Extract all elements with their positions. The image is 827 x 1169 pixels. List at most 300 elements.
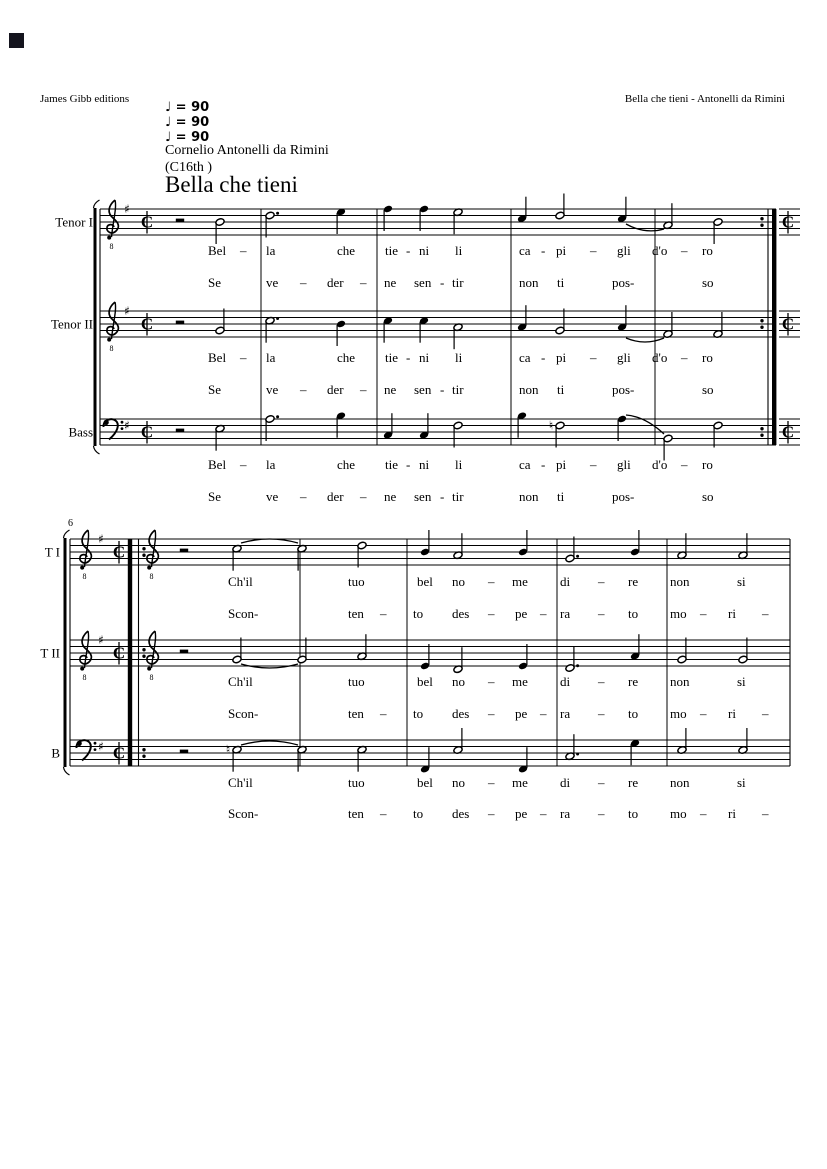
cut-time-icon xyxy=(141,313,153,336)
cut-time-icon xyxy=(113,642,125,665)
note-h xyxy=(232,745,242,771)
key-signature-sharp: ♯ xyxy=(98,632,104,647)
cut-time-c: C xyxy=(781,212,795,232)
repeat-dot xyxy=(142,748,145,751)
lyric-syllable: to xyxy=(413,606,424,621)
lyric-syllable: non xyxy=(519,489,539,504)
edition-credit: James Gibb editions xyxy=(40,93,130,105)
note-q xyxy=(517,305,527,331)
cut-time-c: C xyxy=(112,542,126,562)
lyric-syllable: – xyxy=(488,674,495,689)
lyric-syllable: ti xyxy=(557,382,565,397)
lyric-syllable: – xyxy=(598,606,605,621)
note-q xyxy=(419,413,429,439)
note-h xyxy=(232,544,242,570)
lyric-syllable: – xyxy=(240,350,247,365)
lyric-syllable: – xyxy=(762,806,769,821)
lyric-syllable: – xyxy=(590,457,597,472)
lyric-syllable: ro xyxy=(702,243,713,258)
staff-label: Bass xyxy=(68,424,93,440)
clef-octave-8: 8 xyxy=(149,572,154,581)
lyric-syllable: ve xyxy=(266,489,279,504)
lyric-syllable: - xyxy=(406,457,411,472)
clef-octave-8: 8 xyxy=(109,344,114,353)
cut-time-icon xyxy=(113,742,125,765)
lyric-syllable: – xyxy=(300,382,307,397)
note-h xyxy=(677,728,687,754)
lyric-syllable: ten xyxy=(348,706,364,721)
note-q xyxy=(517,411,527,437)
composer: Cornelio Antonelli da Rimini xyxy=(165,143,329,158)
lyric-syllable: - xyxy=(541,243,546,258)
note-q xyxy=(336,320,346,346)
lyric-syllable: tie xyxy=(385,350,398,365)
lyric-syllable: Bel xyxy=(208,243,227,258)
lyric-syllable: - xyxy=(541,457,546,472)
end-repeat-thick xyxy=(772,209,776,445)
lyric-syllable: to xyxy=(628,806,639,821)
lyric-syllable: si xyxy=(737,775,746,790)
lyric-syllable: che xyxy=(337,457,356,472)
lyric-syllable: bel xyxy=(417,674,433,689)
lyric-syllable: pi xyxy=(556,350,567,365)
note-h xyxy=(453,647,463,673)
lyric-syllable: – xyxy=(700,706,707,721)
lyric-syllable: – xyxy=(681,243,688,258)
staff-label: B xyxy=(51,745,60,761)
staff-label: T I xyxy=(44,544,60,560)
note-q xyxy=(518,530,528,556)
clef-octave-8: 8 xyxy=(109,242,114,251)
lyric-syllable: Se xyxy=(208,382,221,397)
treble-clef-icon xyxy=(147,530,159,581)
lyric-syllable: non xyxy=(519,275,539,290)
lyric-syllable: - xyxy=(541,350,546,365)
lyric-syllable: Ch'il xyxy=(228,674,253,689)
lyric-syllable: des xyxy=(452,606,470,621)
lyric-syllable: – xyxy=(360,275,367,290)
lyric-syllable: di xyxy=(560,674,571,689)
lyric-syllable: tir xyxy=(452,275,464,290)
lyric-syllable: non xyxy=(519,382,539,397)
lyric-line-2 xyxy=(208,275,714,290)
lyric-syllable: ne xyxy=(384,275,397,290)
note-hd xyxy=(565,734,579,760)
tempo-marking: ♩ = 90 xyxy=(165,130,210,145)
system-1 xyxy=(51,194,800,505)
cut-time-c: C xyxy=(140,212,154,232)
note-h xyxy=(677,533,687,559)
repeat-dot xyxy=(760,224,763,227)
note-q xyxy=(383,413,393,439)
bracket-tip xyxy=(94,446,100,454)
note-q xyxy=(419,205,429,231)
lyric-syllable: des xyxy=(452,706,470,721)
lyric-syllable: - xyxy=(406,350,411,365)
lyric-syllable: – xyxy=(240,457,247,472)
note-h xyxy=(738,638,748,664)
lyric-syllable: der xyxy=(327,489,344,504)
tie xyxy=(626,338,664,342)
key-signature-sharp: ♯ xyxy=(124,303,130,318)
lyric-syllable: – xyxy=(360,489,367,504)
staff-b xyxy=(51,728,790,821)
lyric-syllable: so xyxy=(702,275,714,290)
note-q xyxy=(617,197,627,223)
lyric-line-1 xyxy=(208,350,713,365)
cut-time-icon xyxy=(782,313,794,336)
clef-octave-8: 8 xyxy=(82,572,87,581)
repeat-dot xyxy=(142,755,145,758)
repeat-dot xyxy=(142,648,145,651)
lyric-syllable: so xyxy=(702,489,714,504)
lyric-syllable: pos- xyxy=(612,489,635,504)
lyric-syllable: no xyxy=(452,775,465,790)
lyric-syllable: che xyxy=(337,350,356,365)
lyric-syllable: re xyxy=(628,674,639,689)
key-signature-sharp: ♯ xyxy=(98,531,104,546)
staff-label: Tenor I xyxy=(55,214,93,230)
lyric-syllable: di xyxy=(560,775,571,790)
note-q xyxy=(518,644,528,670)
lyric-syllable: pos- xyxy=(612,275,635,290)
cut-time-icon xyxy=(141,421,153,444)
note-h xyxy=(713,218,723,244)
note-h xyxy=(453,728,463,754)
key-signature-sharp: ♯ xyxy=(124,418,130,433)
composer-era: (C16th ) xyxy=(165,160,213,175)
note-h xyxy=(453,533,463,559)
cut-time-icon xyxy=(782,421,794,444)
lyric-syllable: pos- xyxy=(612,382,635,397)
lyric-syllable: tie xyxy=(385,457,398,472)
lyric-syllable: der xyxy=(327,275,344,290)
note-h xyxy=(738,728,748,754)
lyric-syllable: Se xyxy=(208,489,221,504)
lyric-syllable: – xyxy=(762,606,769,621)
treble-clef-icon xyxy=(107,302,119,353)
staff-label: Tenor II xyxy=(50,316,93,332)
staff-label: T II xyxy=(40,645,60,661)
lyric-syllable: mo xyxy=(670,706,687,721)
lyric-line-2 xyxy=(208,382,714,397)
half-rest xyxy=(180,549,188,552)
lyric-syllable: – xyxy=(360,382,367,397)
lyric-syllable: – xyxy=(488,606,495,621)
accidental: ♮ xyxy=(225,742,231,757)
lyric-syllable: – xyxy=(700,606,707,621)
half-rest xyxy=(180,750,188,753)
half-rest xyxy=(176,429,184,432)
lyric-syllable: li xyxy=(455,350,463,365)
lyric-syllable: – xyxy=(240,243,247,258)
lyric-syllable: no xyxy=(452,574,465,589)
cut-time-icon xyxy=(141,211,153,234)
note-h xyxy=(215,309,225,335)
lyric-syllable: - xyxy=(406,243,411,258)
lyric-syllable: – xyxy=(762,706,769,721)
clef-octave-8: 8 xyxy=(149,673,154,682)
note-q xyxy=(630,530,640,556)
lyric-syllable: – xyxy=(598,806,605,821)
lyric-syllable: ca xyxy=(519,243,531,258)
note-h xyxy=(738,533,748,559)
lyric-syllable: – xyxy=(598,706,605,721)
tie xyxy=(241,741,298,745)
accidental: ♮ xyxy=(548,418,554,433)
lyric-syllable: li xyxy=(455,457,463,472)
note-h xyxy=(555,421,565,447)
note-q xyxy=(617,305,627,331)
lyric-syllable: – xyxy=(540,706,547,721)
lyric-syllable: ri xyxy=(728,606,736,621)
lyric-line-1 xyxy=(228,674,746,689)
lyric-syllable: re xyxy=(628,775,639,790)
repeat-dot xyxy=(142,547,145,550)
lyric-syllable: - xyxy=(440,275,445,290)
tie xyxy=(241,539,298,543)
half-rest xyxy=(176,321,184,324)
tie xyxy=(626,224,664,231)
note-h xyxy=(357,634,367,660)
lyric-syllable: ve xyxy=(266,382,279,397)
staff-t-i xyxy=(45,530,790,621)
lyric-line-2 xyxy=(208,489,714,504)
lyric-syllable: ni xyxy=(419,350,430,365)
note-q xyxy=(420,747,430,773)
lyric-line-1 xyxy=(228,775,746,790)
bracket-tip xyxy=(64,530,70,538)
note-q xyxy=(420,644,430,670)
lyric-syllable: – xyxy=(540,606,547,621)
lyric-syllable: – xyxy=(300,489,307,504)
lyric-syllable: pi xyxy=(556,243,567,258)
lyric-syllable: ten xyxy=(348,806,364,821)
treble-clef-icon xyxy=(80,631,92,682)
lyric-syllable: pe xyxy=(515,806,528,821)
note-q xyxy=(630,739,640,765)
note-q xyxy=(383,316,393,342)
repeat-dot xyxy=(760,217,763,220)
lyric-syllable: ne xyxy=(384,382,397,397)
lyric-syllable: gli xyxy=(617,243,631,258)
note-h xyxy=(663,312,673,338)
lyric-syllable: non xyxy=(670,674,690,689)
lyric-syllable: ra xyxy=(560,706,571,721)
bass-clef-icon xyxy=(103,419,123,439)
lyric-syllable: – xyxy=(590,350,597,365)
lyric-syllable: – xyxy=(488,574,495,589)
lyric-syllable: – xyxy=(380,606,387,621)
lyric-line-1 xyxy=(208,457,713,472)
lyric-syllable: – xyxy=(681,350,688,365)
staff-bass xyxy=(68,411,800,504)
repeat-dot xyxy=(760,427,763,430)
staff-tenor-ii xyxy=(51,302,800,397)
lyric-line-2 xyxy=(228,706,769,721)
lyric-syllable: Se xyxy=(208,275,221,290)
key-signature-sharp: ♯ xyxy=(124,201,130,216)
measure-number: 6 xyxy=(68,518,73,529)
lyric-syllable: tir xyxy=(452,382,464,397)
repeat-dot xyxy=(142,655,145,658)
note-h xyxy=(453,208,463,234)
lyric-syllable: ra xyxy=(560,606,571,621)
tie xyxy=(626,415,664,434)
lyric-syllable: non xyxy=(670,775,690,790)
lyric-syllable: ro xyxy=(702,457,713,472)
lyric-syllable: tir xyxy=(452,489,464,504)
lyric-syllable: la xyxy=(266,350,276,365)
lyric-syllable: la xyxy=(266,457,276,472)
note-h xyxy=(453,421,463,447)
note-q xyxy=(336,411,346,437)
lyric-syllable: der xyxy=(327,382,344,397)
note-q xyxy=(419,316,429,342)
cut-time-c: C xyxy=(140,314,154,334)
note-h xyxy=(713,421,723,447)
augmentation-dot xyxy=(576,664,579,667)
lyric-syllable: d'o xyxy=(652,457,668,472)
lyric-syllable: to xyxy=(628,706,639,721)
note-h xyxy=(297,544,307,570)
note-h xyxy=(297,745,307,771)
lyric-syllable: Scon- xyxy=(228,706,259,721)
note-q xyxy=(420,530,430,556)
note-q xyxy=(518,747,528,773)
lyric-syllable: – xyxy=(681,457,688,472)
note-q xyxy=(336,208,346,234)
lyric-syllable: – xyxy=(380,806,387,821)
repeat-dot xyxy=(142,554,145,557)
lyric-syllable: ra xyxy=(560,806,571,821)
lyric-syllable: pe xyxy=(515,606,528,621)
cut-time-c: C xyxy=(112,743,126,763)
lyric-syllable: bel xyxy=(417,574,433,589)
lyric-syllable: ni xyxy=(419,457,430,472)
lyric-syllable: – xyxy=(380,706,387,721)
lyric-syllable: non xyxy=(670,574,690,589)
lyric-syllable: – xyxy=(598,574,605,589)
note-h xyxy=(215,424,225,450)
system-bracket xyxy=(64,538,67,767)
treble-clef-icon xyxy=(80,530,92,581)
lyric-syllable: – xyxy=(488,775,495,790)
piece-title: Bella che tieni xyxy=(165,172,298,197)
lyric-syllable: pi xyxy=(556,457,567,472)
lyric-syllable: – xyxy=(598,674,605,689)
cut-time-c: C xyxy=(781,314,795,334)
lyric-syllable: to xyxy=(628,606,639,621)
lyric-syllable: – xyxy=(598,775,605,790)
lyric-syllable: di xyxy=(560,574,571,589)
lyric-syllable: ca xyxy=(519,457,531,472)
lyric-syllable: re xyxy=(628,574,639,589)
lyric-syllable: ni xyxy=(419,243,430,258)
lyric-syllable: ne xyxy=(384,489,397,504)
note-h xyxy=(453,323,463,349)
repeat-dot xyxy=(760,434,763,437)
bracket-tip xyxy=(94,200,100,208)
lyric-syllable: – xyxy=(300,275,307,290)
note-hd xyxy=(265,316,279,342)
lyric-syllable: che xyxy=(337,243,356,258)
lyric-line-2 xyxy=(228,806,769,821)
lyric-syllable: Scon- xyxy=(228,806,259,821)
repeat-dot xyxy=(760,319,763,322)
note-q xyxy=(517,197,527,223)
augmentation-dot xyxy=(276,415,279,418)
augmentation-dot xyxy=(576,555,579,558)
note-h xyxy=(677,638,687,664)
lyric-syllable: la xyxy=(266,243,276,258)
lyric-syllable: pe xyxy=(515,706,528,721)
lyric-syllable: sen xyxy=(414,275,432,290)
cut-time-icon xyxy=(113,541,125,564)
treble-clef-icon xyxy=(147,631,159,682)
staff-t-ii xyxy=(40,631,790,721)
lyric-syllable: ti xyxy=(557,275,565,290)
note-q xyxy=(617,415,627,441)
note-h xyxy=(297,638,307,664)
note-h xyxy=(357,541,367,567)
lyric-line-1 xyxy=(208,243,713,258)
lyric-syllable: gli xyxy=(617,350,631,365)
cut-time-c: C xyxy=(781,422,795,442)
lyric-syllable: me xyxy=(512,574,528,589)
lyric-syllable: – xyxy=(700,806,707,821)
lyric-syllable: bel xyxy=(417,775,433,790)
lyric-syllable: – xyxy=(540,806,547,821)
lyric-syllable: ve xyxy=(266,275,279,290)
system-2 xyxy=(40,518,790,821)
lyric-line-2 xyxy=(228,606,769,621)
note-h xyxy=(555,309,565,335)
lyric-syllable: Scon- xyxy=(228,606,259,621)
augmentation-dot xyxy=(276,317,279,320)
half-rest xyxy=(180,650,188,653)
system-bracket xyxy=(94,208,97,446)
treble-clef-icon xyxy=(107,200,119,251)
lyric-syllable: d'o xyxy=(652,350,668,365)
lyric-syllable: Bel xyxy=(208,350,227,365)
lyric-syllable: ri xyxy=(728,706,736,721)
lyric-syllable: to xyxy=(413,806,424,821)
lyric-syllable: sen xyxy=(414,382,432,397)
bass-clef-icon xyxy=(76,740,96,760)
running-header-title: Bella che tieni - Antonelli da Rimini xyxy=(624,93,785,105)
lyric-syllable: des xyxy=(452,806,470,821)
lyric-syllable: mo xyxy=(670,806,687,821)
lyric-syllable: ca xyxy=(519,350,531,365)
lyric-syllable: Bel xyxy=(208,457,227,472)
lyric-syllable: - xyxy=(440,382,445,397)
lyric-syllable: tuo xyxy=(348,574,365,589)
cut-time-c: C xyxy=(112,643,126,663)
lyric-line-1 xyxy=(228,574,746,589)
lyric-syllable: ro xyxy=(702,350,713,365)
lyric-syllable: – xyxy=(488,806,495,821)
lyric-syllable: me xyxy=(512,674,528,689)
key-signature-sharp: ♯ xyxy=(98,739,104,754)
lyric-syllable: – xyxy=(590,243,597,258)
lyric-syllable: li xyxy=(455,243,463,258)
lyric-syllable: Ch'il xyxy=(228,574,253,589)
lyric-syllable: Ch'il xyxy=(228,775,253,790)
tempo-marking: ♩ = 90 xyxy=(165,115,210,130)
augmentation-dot xyxy=(576,753,579,756)
staff-tenor-i xyxy=(55,194,800,291)
